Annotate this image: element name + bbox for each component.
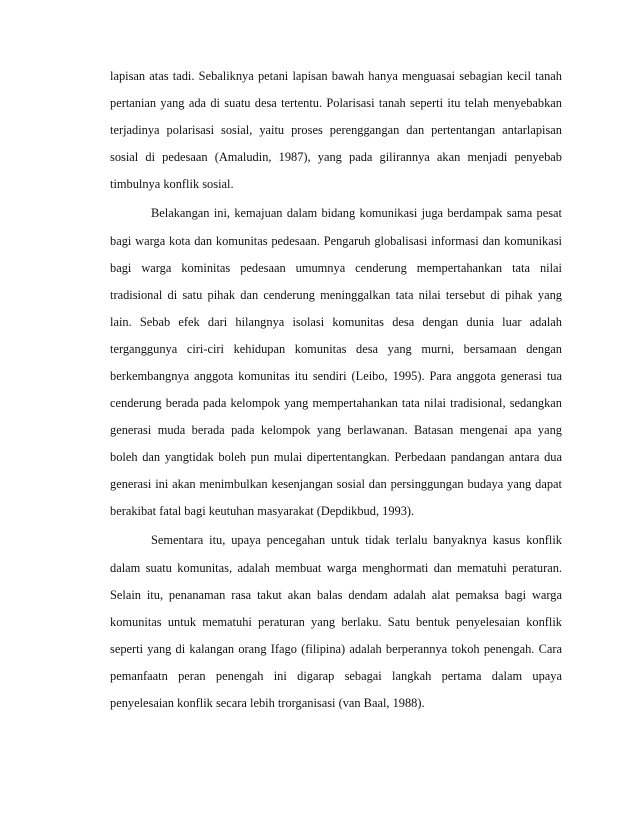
- paragraph-line: terjadinya polarisasi sosial, yaitu proses perenggangan dan pertentangan antarlapisan: [110, 123, 562, 137]
- paragraph-line: berakibat fatal bagi keutuhan masyarakat (Depdikbud, 1993).: [110, 504, 415, 518]
- paragraph-line: boleh dan yangtidak boleh pun mulai dipertentangkan. Perbedaan pandangan antara dua: [110, 450, 562, 464]
- paragraph-line: generasi muda berada pada kelompok yang berlawanan. Batasan mengenai apa yang: [110, 423, 562, 437]
- paragraph-line: pemanfaatn peran penengah ini digarap sebagai langkah pertama dalam upaya: [110, 669, 562, 683]
- paragraph-line: berkembangnya anggota komunitas itu sendiri (Leibo, 1995). Para anggota generasi tua: [110, 369, 562, 383]
- paragraph-line: sosial di pedesaan (Amaludin, 1987), yang pada gilirannya akan menjadi penyebab: [110, 150, 562, 164]
- paragraph-line: Selain itu, penanaman rasa takut akan balas dendam adalah alat pemaksa bagi warga: [110, 588, 562, 602]
- paragraph-line: penyelesaian konflik secara lebih trorganisasi (van Baal, 1988).: [110, 696, 425, 710]
- paragraph-line: seperti yang di kalangan orang Ifago (filipina) adalah berperannya tokoh penengah. Cara: [110, 642, 562, 656]
- paragraph-line: generasi ini akan menimbulkan kesenjangan sosial dan persinggungan budaya yang dapat: [110, 477, 562, 491]
- paragraph-line: komunitas untuk mematuhi peraturan yang berlaku. Satu bentuk penyelesaian konflik: [110, 615, 562, 629]
- paragraph-line: Sementara itu, upaya pencegahan untuk tidak terlalu banyaknya kasus konflik: [151, 533, 562, 547]
- paragraph-line: bagi warga kota dan komunitas pedesaan. Pengaruh globalisasi informasi dan komunikasi: [110, 234, 562, 248]
- paragraph-line: Belakangan ini, kemajuan dalam bidang komunikasi juga berdampak sama pesat: [151, 206, 562, 220]
- paragraph-line: cenderung berada pada kelompok yang mempertahankan tata nilai tradisional, sedangkan: [110, 396, 562, 410]
- paragraph-line: dalam suatu komunitas, adalah membuat warga menghormati dan mematuhi peraturan.: [110, 561, 562, 575]
- paragraph-line: lapisan atas tadi. Sebaliknya petani lapisan bawah hanya menguasai sebagian kecil tanah: [110, 69, 562, 83]
- paragraph-line: tradisional di satu pihak dan cenderung meninggalkan tata nilai tersebut di pihak yang: [110, 288, 562, 302]
- paragraph-line: pertanian yang ada di suatu desa tertentu. Polarisasi tanah seperti itu telah menyebabkan: [110, 96, 562, 110]
- paragraph-line: lain. Sebab efek dari hilangnya isolasi komunitas desa dengan dunia luar adalah: [110, 315, 562, 329]
- paragraph-line: bagi warga kominitas pedesaan umumnya cenderung mempertahankan tata nilai: [110, 261, 562, 275]
- paragraph-line: terganggunya ciri-ciri kehidupan komunitas desa yang murni, bersamaan dengan: [110, 342, 562, 356]
- paragraph-line: timbulnya konflik sosial.: [110, 177, 234, 191]
